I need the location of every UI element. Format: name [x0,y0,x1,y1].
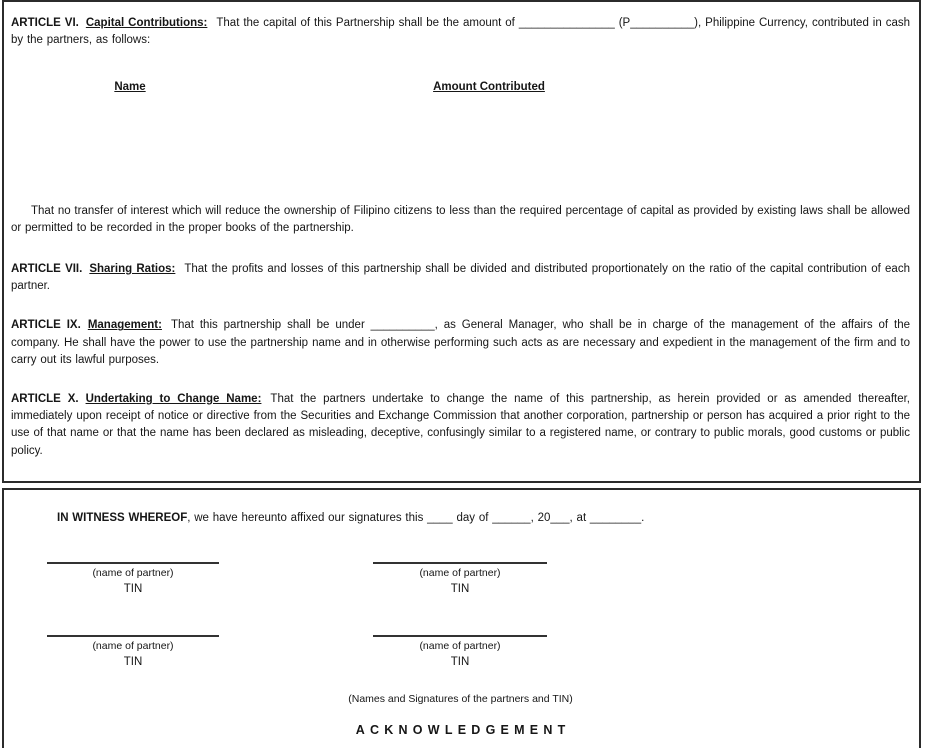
signature-line [373,562,547,564]
name-of-partner-caption: (name of partner) [419,567,501,580]
signature-line [47,562,219,564]
partner-signature-grid [11,562,910,669]
name-of-partner-caption: (name of partner) [92,640,174,653]
name-column-header: Name [114,80,146,93]
article-ix-label: ARTICLE IX. [11,319,81,332]
witness-signature-section-box [2,488,921,748]
name-of-partner-caption: (name of partner) [92,567,174,580]
witness-clause-body: , we have hereunto affixed our signatures this ____ day of ______, 20___, at ________. [187,512,645,524]
contribution-table-headers [11,79,910,95]
tin-label: TIN [123,656,143,669]
name-of-partner-caption: (name of partner) [419,640,501,653]
signature-row-2 [47,635,910,669]
article-ix-heading: Management: [87,319,162,332]
signature-block-2 [373,562,547,596]
signature-row-1 [47,562,910,596]
signature-line [47,635,219,637]
article-vi-paragraph [11,15,910,50]
signatures-footnote: (Names and Signatures of the partners and TIN) [348,693,573,706]
article-ix-body: That this partnership shall be under __________, as General Manager, who shall be in charge of the management of the affairs of the company. He shall have the power to use the partnership name and in otherwise performing such acts as are necessary and expedient in the management of the firm and to carry out its lawful purposes. [11,319,910,367]
signature-line [373,635,547,637]
article-vi-label: ARTICLE VI. [11,17,79,29]
articles-section-box [2,0,921,483]
amount-contributed-column-header: Amount Contributed [433,80,545,93]
article-x-paragraph [11,391,910,461]
article-ix-paragraph [11,317,910,369]
witness-clause-paragraph [11,510,910,527]
transfer-restriction-paragraph: That no transfer of interest which will reduce the ownership of Filipino citizens to less than the required percentage of capital as provided by existing laws shall be allowed or permitted to be recorded in the proper books of the partnership. [11,204,910,235]
in-witness-whereof-label: IN WITNESS WHEREOF [57,512,188,524]
contribution-fill-in-area [11,95,910,203]
signature-block-3 [47,635,219,669]
signature-block-1 [47,562,219,596]
tin-label: TIN [123,583,143,596]
article-vii-heading: Sharing Ratios: [89,262,176,275]
article-vii-paragraph [11,261,910,296]
signature-block-4 [373,635,547,669]
article-vii-label: ARTICLE VII. [11,262,83,275]
article-x-body: That the partners undertake to change the name of this partnership, as herein provided or as amended thereafter, immediately upon receipt of notice or directive from the Securities and Exchange Commission that another corporation, partnership or person has acquired a prior right to the use of that name or that the name has been declared as misleading, deceptive, confusingly similar to a registered name, or contrary to public morals, good customs or public policy. [11,392,910,457]
tin-label: TIN [450,583,470,596]
tin-label: TIN [450,656,470,669]
acknowledgement-heading: ACKNOWLEDGEMENT [355,723,571,738]
article-vii-body: That the profits and losses of this partnership shall be divided and distributed proportionately on the ratio of the capital contribution of each partner. [11,262,910,293]
article-x-heading: Undertaking to Change Name: [85,392,262,405]
article-x-label: ARTICLE X. [11,392,79,405]
article-vi-heading: Capital Contributions: [85,17,208,29]
article-vi-body: That the capital of this Partnership shall be the amount of _______________ (P__________), Philippine Currency, contributed in cash by the partners, as follows: [11,17,911,47]
